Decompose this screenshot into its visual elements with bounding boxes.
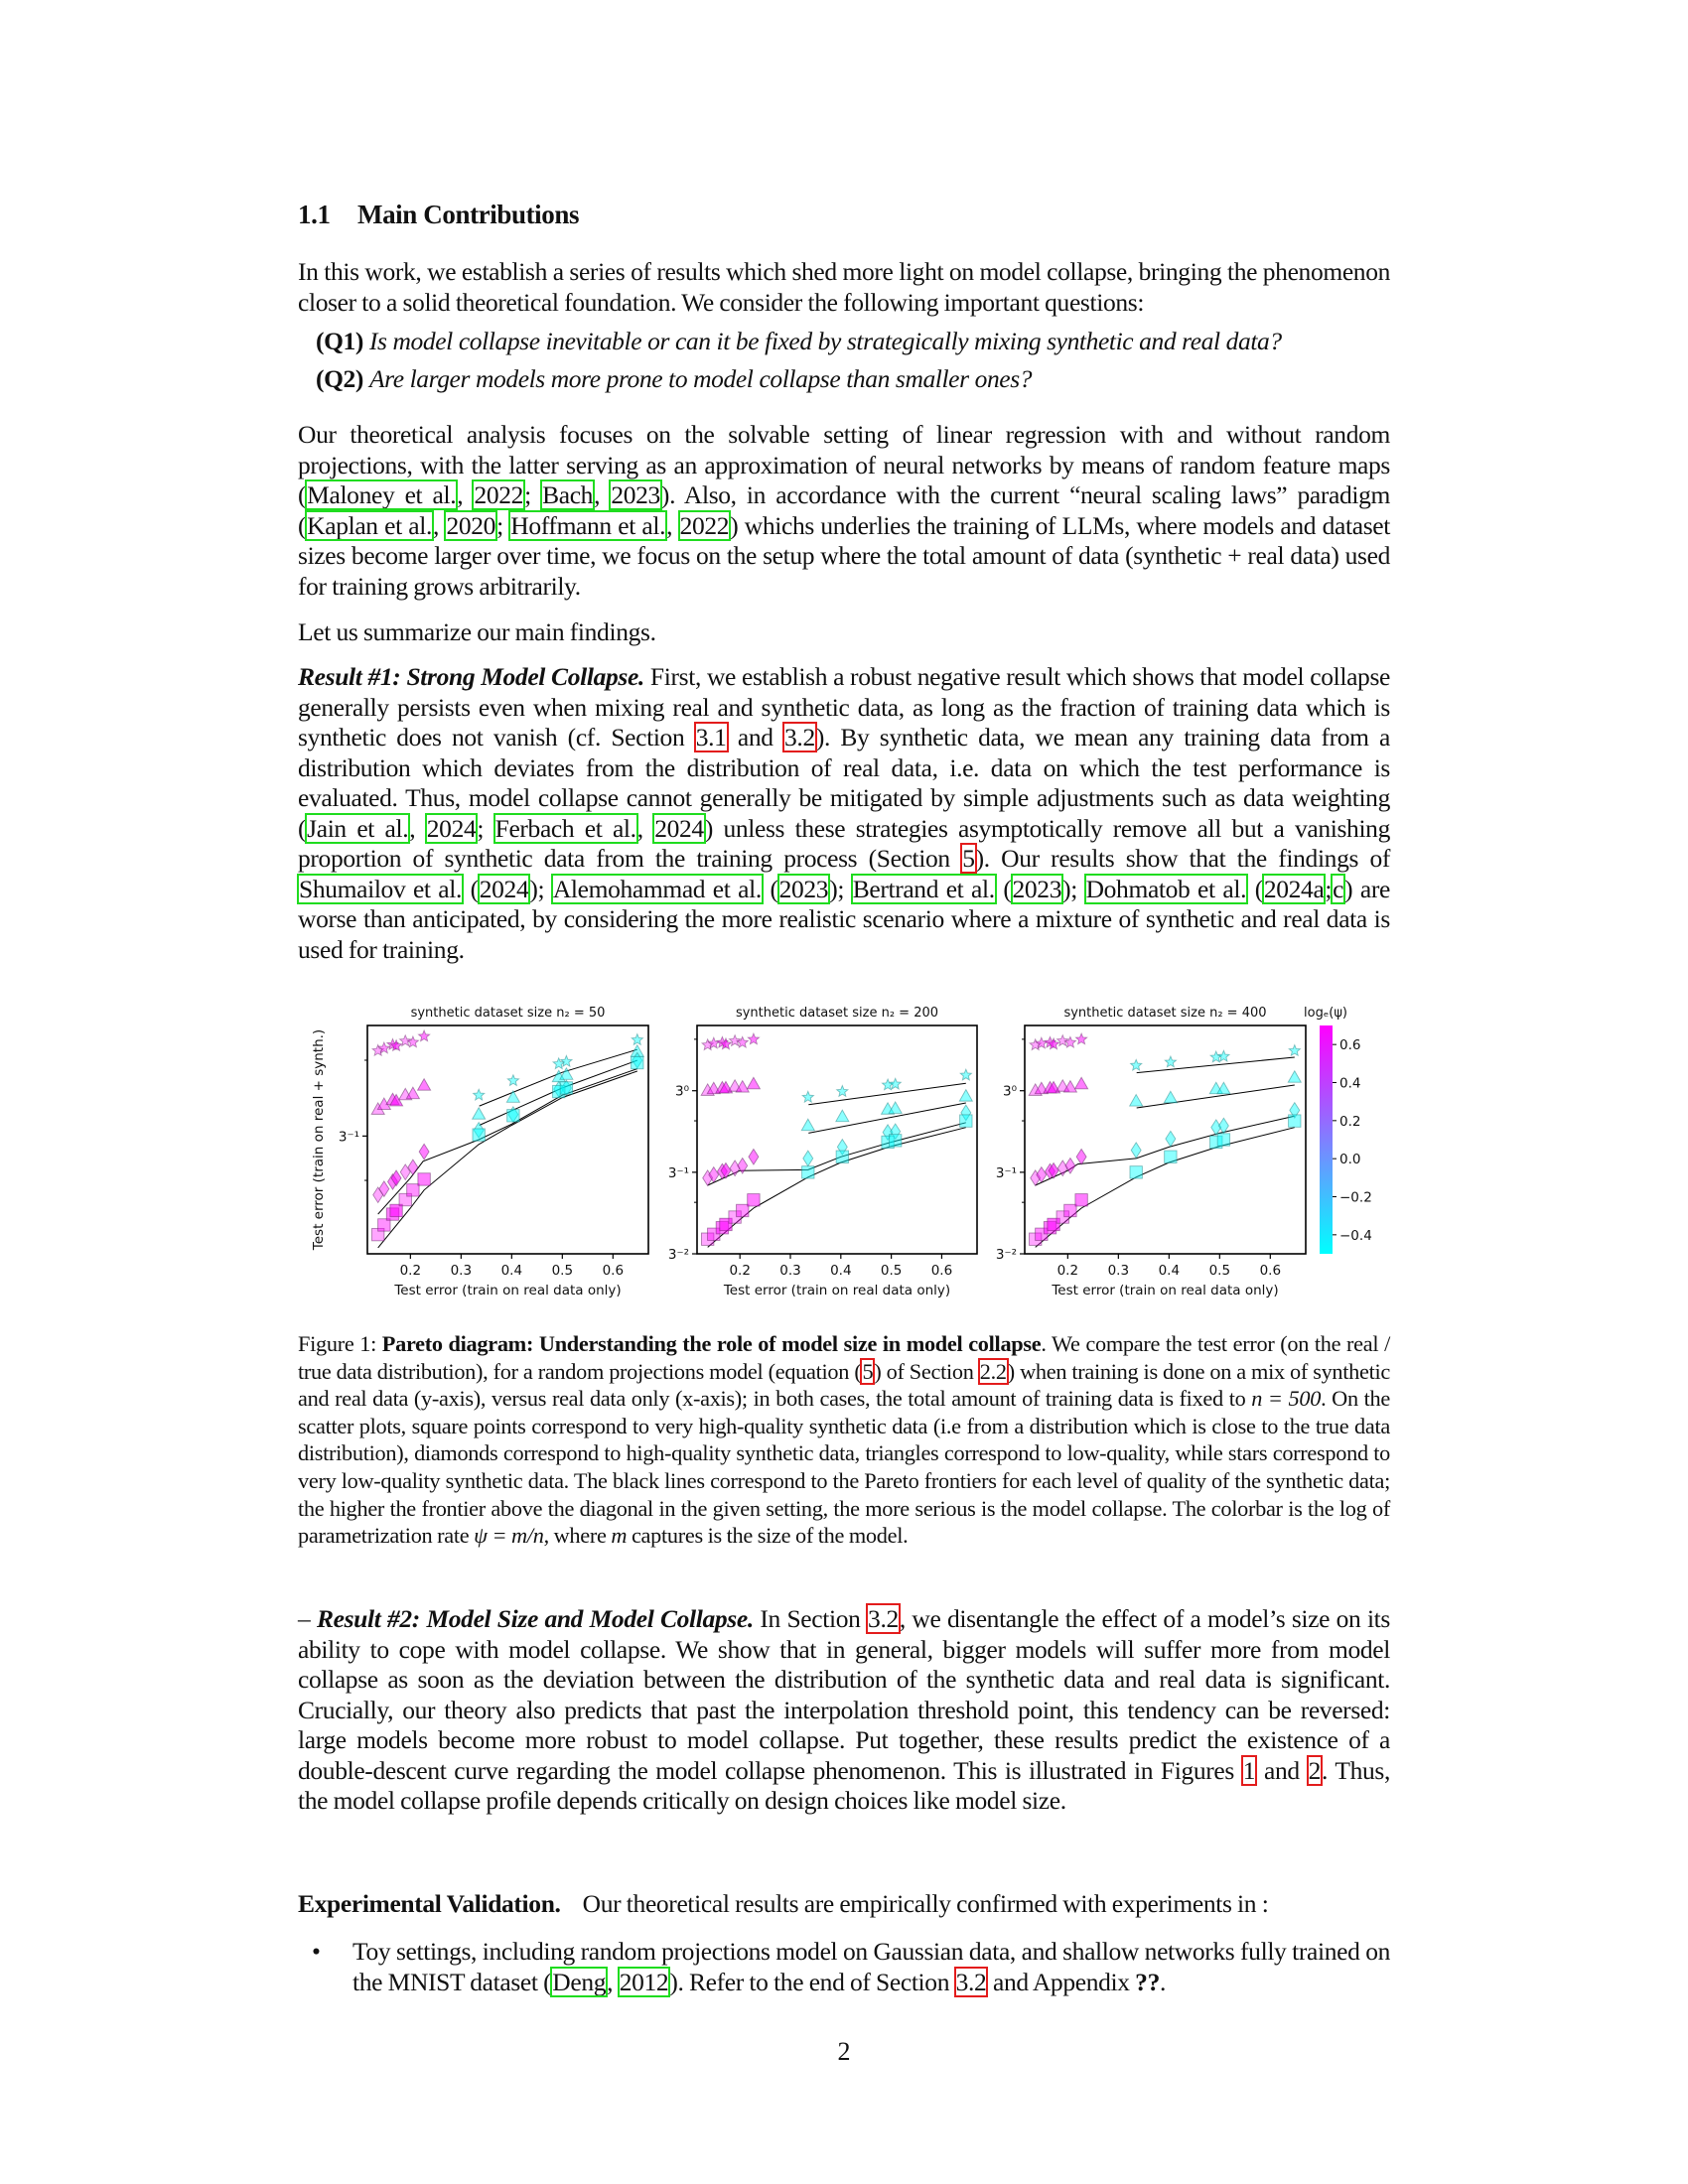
triangle-marker [418,1079,431,1090]
colorbar-tick-label: 0.0 [1339,1152,1361,1168]
citation-year-link[interactable]: c [1333,874,1344,903]
triangle-marker [1130,1095,1143,1106]
square-marker [1289,1115,1301,1127]
citation-link[interactable]: Bach [542,480,594,509]
text-run: . On the scatter plots, square points correspond to very high-quality synthetic data (i.e from a distribution which is close to the true data distribution), diamonds correspond to high-quality synthetic data, triangles correspond to low-quality, while stars correspond to very low-quality synthetic data. The black lines correspond to the Pareto frontiers for each level of quality of the synthetic data; the higher the frontier above the diagonal in the given setting, the more serious is the model collapse. The colorbar is the log of parametrization rate [298,1386,1390,1549]
citation-year-link[interactable]: 2012 [619,1967,669,1996]
section-title: Main Contributions [357,200,580,229]
text-run: First, we establish a robust negative result which shows that model collapse generally persists even when mixing real and synthetic data, as long as the fraction of training data which is synthetic does not vanish (cf. Section [298,662,1390,751]
square-marker [1130,1166,1142,1178]
x-tick-label: 0.6 [602,1263,625,1279]
triangle-marker [473,1108,486,1119]
square-marker [1075,1194,1087,1206]
citation-link[interactable]: Bertrand et al. [852,874,995,903]
q1-label: (Q1) [316,327,363,355]
x-tick-label: 0.2 [1056,1263,1079,1279]
text-run: ). Also, in accordance with the current “neural scaling laws” paradigm ( [298,480,1390,540]
star-marker [960,1069,971,1080]
summary-text: Let us summarize our main findings. [298,617,656,646]
text-run: , where [543,1523,612,1549]
y-tick-label: 3⁻¹ [338,1129,359,1146]
text-run: and Appendix [987,1967,1136,1996]
text-run: and [727,723,784,751]
page-number: 2 [837,2037,851,2066]
triangle-marker [747,1077,760,1088]
section-ref-link[interactable]: 3.2 [868,1604,899,1633]
citation-link[interactable]: Kaplan et al. [307,510,433,540]
text-run: captures is the size of the model. [627,1523,909,1549]
x-tick-label: 0.5 [551,1263,574,1279]
question-q2 [316,364,1408,394]
citation-year-link[interactable]: 2024 [654,813,704,843]
scatter-plot-3 [996,1006,1372,1298]
text-run: ) unless these strategies asymptotically remove all but a vanishing proportion of synthetic data from the training process (Section [298,813,1390,873]
star-marker [748,1033,759,1044]
citation-year-link[interactable]: 2022 [679,510,730,540]
colorbar-tick-label: −0.4 [1339,1227,1372,1244]
text-run: Our theoretical analysis focuses on the solvable setting of linear regression with and without random projections, with the latter serving as an approximation of neural networks by means of random feature maps ( [298,420,1390,509]
text-run: ) when training is done on a mix of synthetic and real data (y-axis), versus real data only (x-axis); in both cases, the total amount of training data is fixed to [298,1358,1391,1412]
star-marker [507,1075,518,1086]
colorbar-label: logₑ(ψ) [1304,1006,1347,1021]
citation-link[interactable]: Alemohammad et al. [552,874,762,903]
x-tick-label: 0.4 [830,1263,852,1279]
y-tick-label: 3⁻¹ [667,1164,689,1181]
analysis-paragraph: Our theoretical analysis focuses on the solvable setting of linear regression with and without random projections, with the latter serving as an approximation of neural networks by means of random feature maps (Maloney et al., 2022; Bach, 2023). Also, in accordance with the current “neural scaling laws” paradigm (Kaplan et al., 2020; Hoffmann et al., 2022) whichs underlies the training of LLMs, where models and dataset sizes become larger over time, we focus on the setup where the total amount of data (synthetic + real data) used for training grows arbitrarily. [298,420,1390,601]
triangle-marker [1288,1071,1301,1082]
text-run: ) of Section [874,1358,979,1384]
q2-text: Are larger models more prone to model collapse than smaller ones? [368,364,1033,393]
square-marker [418,1173,430,1185]
text-run: . Thus, the model collapse profile depends critically on design choices like model size. [298,1755,1390,1815]
text-run: ). Refer to the end of Section [669,1967,955,1996]
star-marker [837,1086,848,1097]
figure-1 [298,988,1410,1315]
section-ref-link[interactable]: 3.1 [695,723,727,751]
intro-paragraph [298,257,1390,318]
bullet-item: • Toy settings, including random projections model on Gaussian data, and shallow networks fully trained on the MNIST dataset (Deng, 2012). Refer to the end of Section 3.2 and Appendix ??. [312,1937,1390,1996]
x-tick-label: 0.2 [729,1263,751,1279]
square-marker [960,1115,972,1127]
intro-text: In this work, we establish a series of results which shed more light on model collapse, bringing the phenomenon closer to a solid theoretical foundation. We consider the following important questions: [298,257,1390,317]
x-tick-label: 0.2 [399,1263,422,1279]
square-marker [473,1129,485,1141]
result1-paragraph: Result #1: Strong Model Collapse. First, we establish a robust negative result which shows that model collapse generally persists even when mixing real and synthetic data, as long as the fraction of training data which is synthetic does not vanish (cf. Section 3.1 and 3.2). By synthetic data, we mean any training data from a distribution which deviates from the distribution of real data, i.e. data on which the test performance is evaluated. Thus, model collapse cannot generally be mitigated by simple adjustments such as data weighting (Jain et al., 2024; Ferbach et al., 2024) unless these strategies asymptotically remove all but a vanishing proportion of synthetic data from the training process (Section 5). Our results show that the findings of Shumailov et al. (2024); Alemohammad et al. (2023); Bertrand et al. (2023); Dohmatob et al. (2024a;c) are worse than anticipated, by considering the more realistic scenario where a mixture of synthetic and real data is used for training. [298,662,1390,964]
citation-year-link[interactable]: 2023 [778,874,829,903]
colorbar [1320,1025,1333,1254]
unresolved-ref: ?? [1135,1967,1160,1996]
x-tick-label: 0.3 [1107,1263,1130,1279]
star-marker [1076,1033,1087,1044]
citation-link[interactable]: Shumailov et al. [299,874,462,903]
star-marker [1289,1045,1300,1056]
square-marker [632,1056,643,1068]
x-tick-label: 0.6 [930,1263,953,1279]
section-ref-link[interactable]: 2.2 [979,1358,1007,1384]
plot-title: synthetic dataset size n₂ = 400 [1063,1006,1267,1021]
diamond-marker [1166,1131,1176,1147]
result2-title: Result #2: Model Size and Model Collapse. [316,1604,754,1633]
diamond-marker [749,1150,759,1165]
star-marker [1165,1056,1176,1067]
triangle-marker [836,1110,849,1121]
triangle-marker [406,1087,419,1098]
colorbar-tick-label: 0.2 [1339,1113,1361,1130]
citation-year-link[interactable]: 2023 [1012,874,1062,903]
y-axis-label: Test error (train on real + synth.) [311,1028,327,1251]
figure-ref-link[interactable]: 1 [1242,1755,1256,1785]
star-marker [802,1091,813,1102]
star-marker [632,1034,642,1045]
y-tick-label: 3⁻² [667,1247,689,1263]
square-marker [802,1166,814,1178]
square-marker [836,1151,848,1162]
text-run: . We compare the test error (on the real / true data distribution), for a random projections model (equation ( [298,1331,1390,1384]
section-number: 1.1 [298,200,331,229]
star-marker [1218,1050,1229,1061]
x-tick-label: 0.5 [1208,1263,1231,1279]
figure-ref-link[interactable]: 2 [1308,1755,1321,1785]
equation-ref-link[interactable]: 5 [862,1358,874,1384]
question-q1 [316,327,1408,356]
q2-label: (Q2) [316,364,363,393]
x-tick-label: 0.4 [1158,1263,1181,1279]
caption-label: Figure 1: [298,1331,382,1356]
citation-year-link[interactable]: 2023 [611,480,660,509]
math-expression: m [611,1523,628,1549]
text-run: ) are worse than anticipated, by considering the more realistic scenario where a mixture of synthetic and real data is used for training. [298,874,1390,964]
citation-year-link[interactable]: 2024 [479,874,529,903]
colorbar-tick-label: 0.4 [1339,1075,1361,1092]
plot-frame [367,1025,648,1254]
summary-line [298,617,1390,648]
y-tick-label: 3⁰ [674,1083,689,1100]
q1-text: Is model collapse inevitable or can it be fixed by strategically mixing synthetic and real data? [368,327,1282,355]
section-ref-link[interactable]: 3.2 [784,723,815,751]
square-marker [748,1194,760,1206]
citation-link[interactable]: Ferbach et al. [494,813,636,843]
diamond-marker [1076,1150,1086,1165]
section-heading [298,200,579,230]
text-run: and [1256,1755,1308,1785]
x-tick-label: 0.3 [450,1263,473,1279]
citation-link[interactable]: Maloney et al. [307,480,457,509]
square-marker [407,1184,419,1196]
caption-title: Pareto diagram: Understanding the role of model size in model collapse [381,1331,1042,1356]
experimental-paragraph [298,1889,1390,1920]
diamond-marker [730,1160,740,1176]
citation-year-link[interactable]: 2024 [426,813,477,843]
x-axis-label: Test error (train on real data only) [723,1283,951,1298]
scatter-plot-2 [668,1006,977,1298]
square-marker [1064,1204,1076,1216]
citation-year-link[interactable]: 2022 [474,480,524,509]
text-run: Toy settings, including random projections model on Gaussian data, and shallow networks fully trained on the MNIST dataset ( [352,1937,1390,1996]
diamond-marker [419,1144,429,1160]
citation-link[interactable]: Jain et al. [307,813,409,843]
y-tick-label: 3⁰ [1002,1083,1017,1100]
citation-year-link[interactable]: 2024a [1263,874,1325,903]
text-run: , we disentangle the effect of a model’s size on its ability to cope with model collapse. We show that in general, bigger models will suffer more from model collapse as soon as the deviation between the distribution of the synthetic data and real data is significant. Crucially, our theory also predicts that past the interpolation threshold point, this tendency can be reversed: large models become more robust to model collapse. Put together, these results predict the existence of a double-descent curve regarding the model collapse phenomenon. This is illustrated in Figures [298,1604,1390,1785]
result2-paragraph [298,1604,1390,1817]
section-ref-link[interactable]: 5 [962,844,975,873]
text-run: ). By synthetic data, we mean any training data from a distribution which deviates from the distribution of real data, i.e. data on which the test performance is evaluated. Thus, model collapse cannot generally be mitigated by simple adjustments such as data weighting ( [298,723,1390,843]
pareto-frontier-line [708,1128,966,1248]
figure-caption [298,1330,1390,1550]
square-marker [507,1110,519,1122]
square-marker [889,1135,901,1147]
triangle-marker [801,1119,814,1130]
text-run: In Section [753,1604,868,1633]
section-ref-link[interactable]: 3.2 [955,1967,987,1996]
citation-link[interactable]: Dohmatob et al. [1085,874,1247,903]
square-marker [1217,1134,1229,1146]
star-marker [474,1089,485,1100]
triangle-marker [506,1091,519,1102]
star-marker [561,1055,572,1066]
colorbar-tick-label: −0.2 [1339,1189,1372,1206]
text-run: . [1159,1967,1167,1996]
experimental-text: Our theoretical results are empirically confirmed with experiments in : [582,1889,1269,1918]
pareto-scatter-plots [298,988,1410,1315]
x-tick-label: 0.5 [880,1263,903,1279]
square-marker [737,1204,749,1216]
result1-title: Result #1: Strong Model Collapse. [298,662,644,691]
text-run: ) whichs underlies the training of LLMs, where models and dataset sizes become larger over time, we focus on the setup where the total amount of data (synthetic + real data) used for training grows arbitrarily. [298,510,1390,601]
diamond-marker [1131,1143,1141,1159]
diamond-marker [1057,1160,1067,1176]
dash: – [298,1604,317,1633]
star-marker [1131,1059,1142,1070]
square-marker [560,1082,572,1094]
x-tick-label: 0.3 [779,1263,801,1279]
citation-link[interactable]: Deng [552,1967,607,1996]
math-expression: n = 500 [1251,1386,1322,1412]
y-tick-label: 3⁻¹ [995,1164,1017,1181]
citation-link[interactable]: Hoffmann et al. [510,510,666,540]
star-marker [419,1030,430,1041]
triangle-marker [1164,1091,1177,1102]
star-marker [890,1078,901,1089]
x-tick-label: 0.4 [500,1263,523,1279]
pareto-frontier-line [1036,1128,1295,1248]
experimental-title: Experimental Validation. [298,1889,561,1918]
math-expression: ψ = m/n [474,1523,544,1549]
bullet-icon: • [312,1937,321,1966]
triangle-marker [959,1090,972,1101]
plot-title: synthetic dataset size n₂ = 200 [735,1006,939,1021]
square-marker [1165,1151,1177,1162]
triangle-marker [1075,1077,1088,1088]
scatter-plot-1 [311,1006,648,1298]
colorbar-tick-label: 0.6 [1339,1037,1361,1054]
diamond-marker [803,1151,813,1166]
y-tick-label: 3⁻² [995,1247,1017,1263]
plot-title: synthetic dataset size n₂ = 50 [410,1006,606,1021]
x-axis-label: Test error (train on real data only) [1052,1283,1279,1298]
text-run: ). Our results show that the findings of [975,844,1390,873]
x-axis-label: Test error (train on real data only) [394,1283,622,1298]
x-tick-label: 0.6 [1259,1263,1282,1279]
citation-year-link[interactable]: 2020 [446,510,496,540]
